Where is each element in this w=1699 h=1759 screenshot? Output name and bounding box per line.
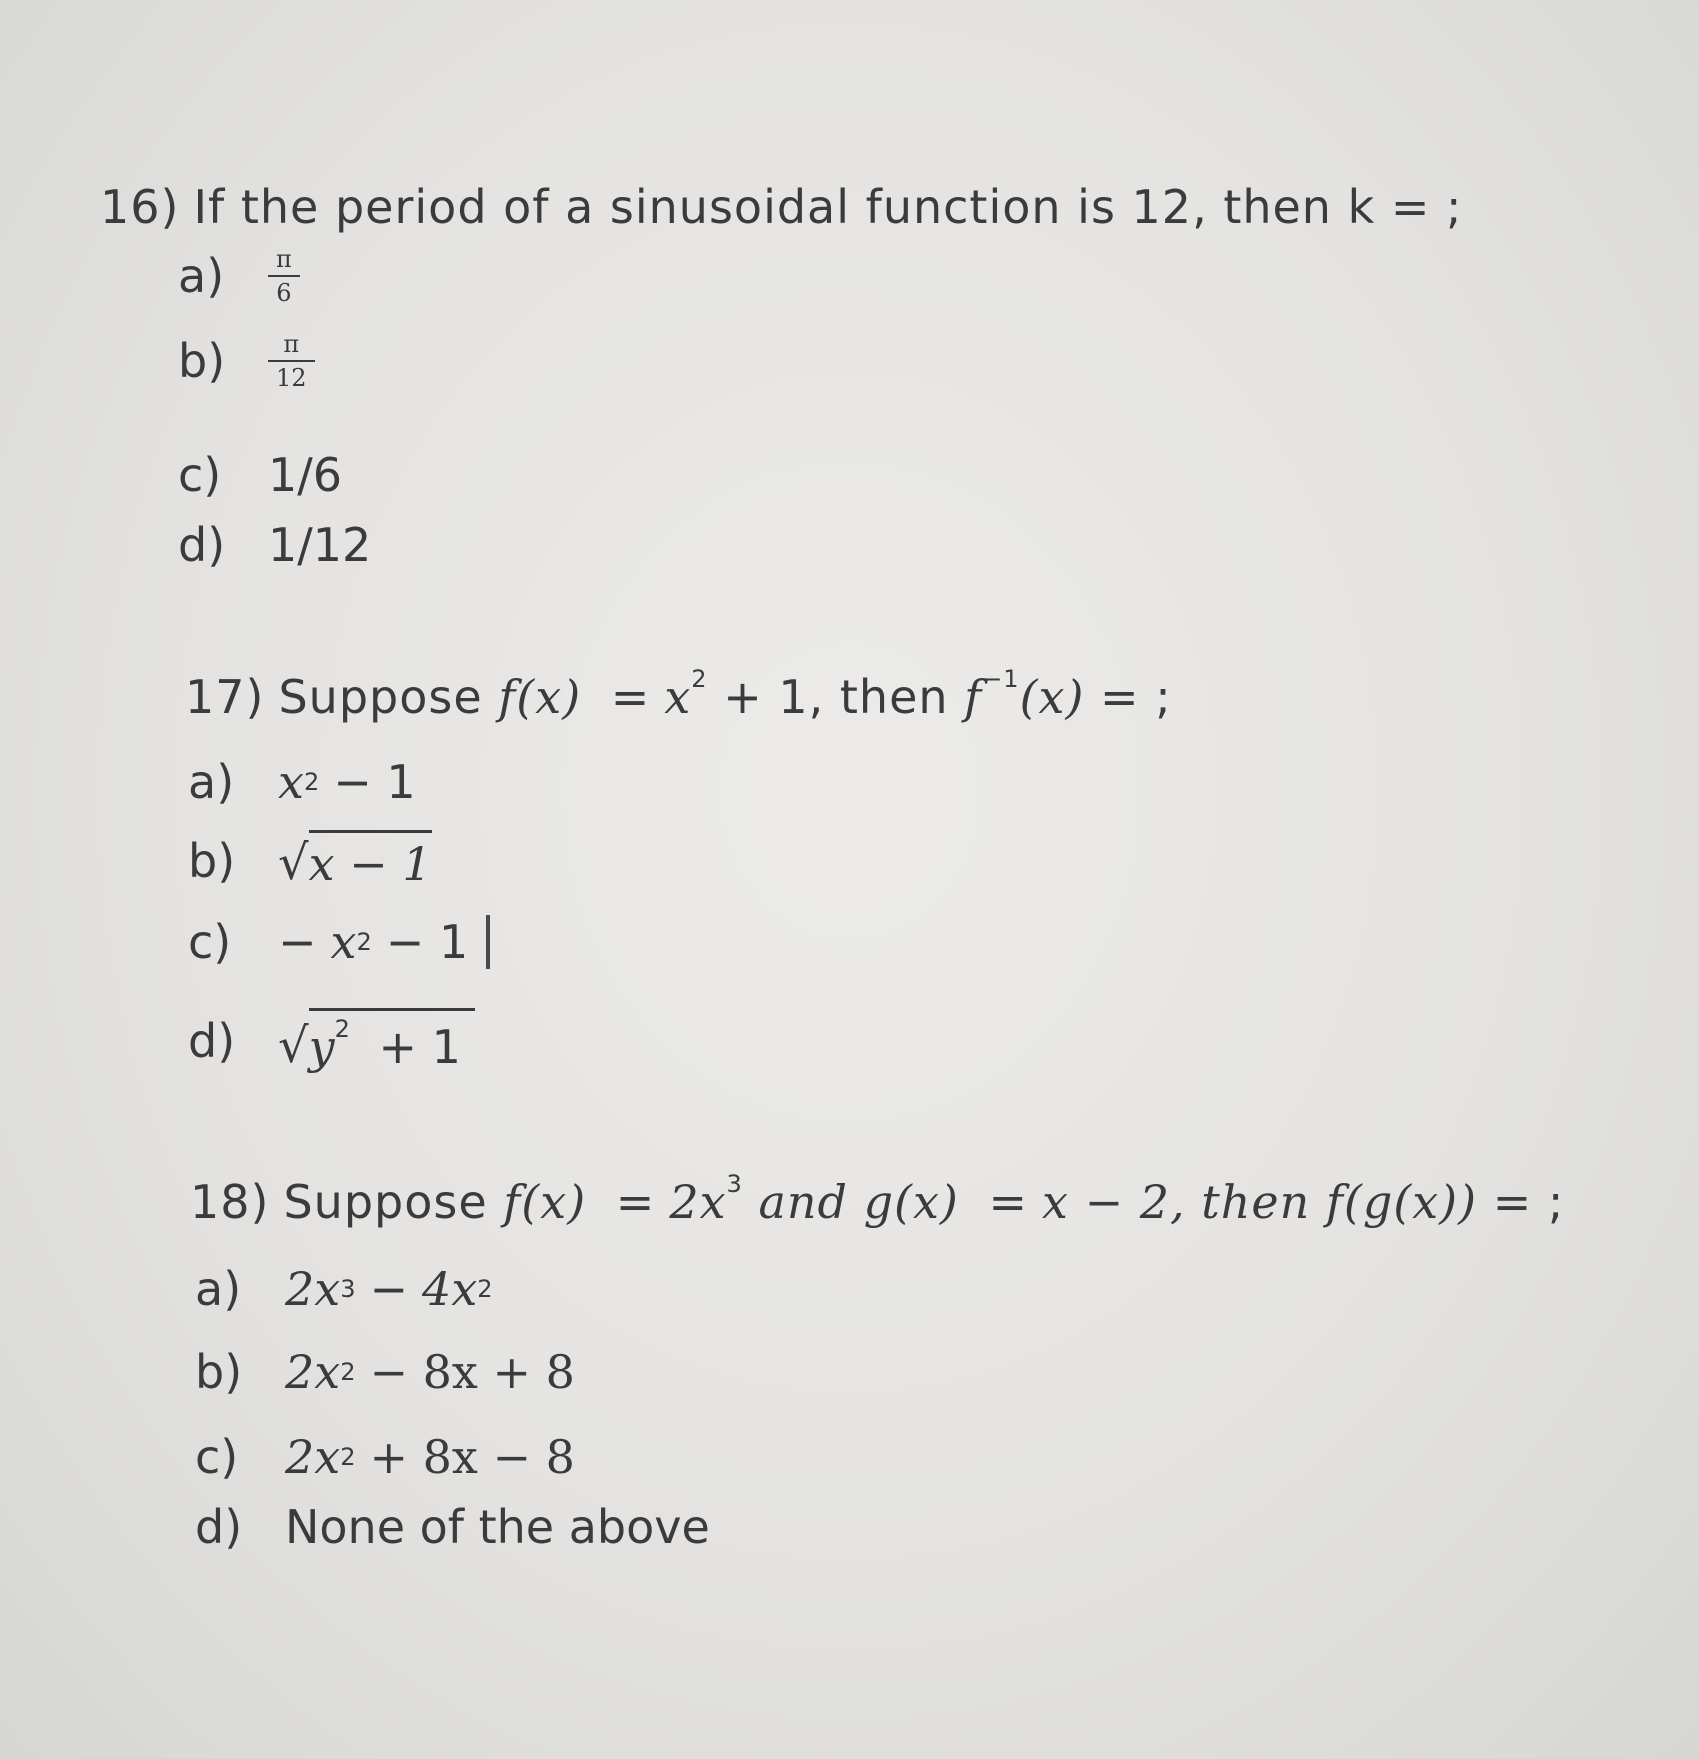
question-number: 17) <box>185 670 265 724</box>
question-18 <box>190 1170 1564 1229</box>
option-letter: a) <box>195 1262 242 1316</box>
option-text: 1/6 <box>268 448 343 502</box>
option-letter: d) <box>178 518 226 572</box>
fraction: $\frac{\pi}{12}$ <box>268 330 315 392</box>
question-17-stem: 17) Suppose $f(x) = x^2 + 1$, then $f^{-1}(x)$ = ; <box>185 665 1172 724</box>
q18-option-b[interactable]: b) 2x 2 − 8x + 8 <box>195 1345 575 1399</box>
q17-option-d[interactable] <box>188 1008 475 1074</box>
option-letter: d) <box>188 1014 236 1068</box>
option-text: None of the above <box>285 1500 710 1554</box>
fraction: $\frac{\pi}{6}$ <box>268 245 300 307</box>
option-letter: b) <box>178 334 226 388</box>
question-number: 18) <box>190 1175 270 1229</box>
question-text: If the period of a sinusoidal function is 12, then k = ; <box>193 180 1463 234</box>
q17-option-b[interactable] <box>188 830 432 891</box>
option-letter: a) <box>188 755 235 809</box>
option-letter: a) <box>178 249 225 303</box>
option-letter: d) <box>195 1500 243 1554</box>
option-letter: c) <box>195 1430 239 1484</box>
option-letter: c) <box>178 448 222 502</box>
q16-option-a[interactable] <box>178 245 300 307</box>
q18-option-a[interactable]: a) 2x 3 − 4x 2 <box>195 1262 493 1316</box>
q16-option-d[interactable] <box>178 518 371 572</box>
option-letter: b) <box>195 1345 243 1399</box>
q16-option-b[interactable] <box>178 330 315 392</box>
radical-sign-icon: √ <box>278 1018 309 1074</box>
q17-option-a[interactable]: a) x 2 − 1 <box>188 755 416 809</box>
q18-option-c[interactable]: c) 2x 2 + 8x − 8 <box>195 1430 575 1484</box>
radical-sign-icon: √ <box>278 835 309 891</box>
q18-option-d[interactable] <box>195 1500 710 1554</box>
text-cursor <box>486 915 490 969</box>
square-root: √ $y^2 + 1$ <box>278 1008 475 1074</box>
question-number: 16) <box>100 180 180 234</box>
question-16-stem <box>100 180 1463 234</box>
q17-option-c[interactable]: c) − x 2 − 1 <box>188 915 490 969</box>
option-letter: b) <box>188 833 236 888</box>
q16-option-c[interactable] <box>178 448 342 502</box>
option-text: 1/12 <box>268 518 372 572</box>
option-letter: c) <box>188 915 232 969</box>
square-root: √ x − 1 <box>278 830 432 891</box>
question-18-stem: 18) Suppose $f(x) = 2x^3$ and g(x) = x − 2, then f(g(x)) = ; <box>190 1170 1565 1229</box>
question-17 <box>185 665 1172 724</box>
question-16 <box>100 180 1463 234</box>
